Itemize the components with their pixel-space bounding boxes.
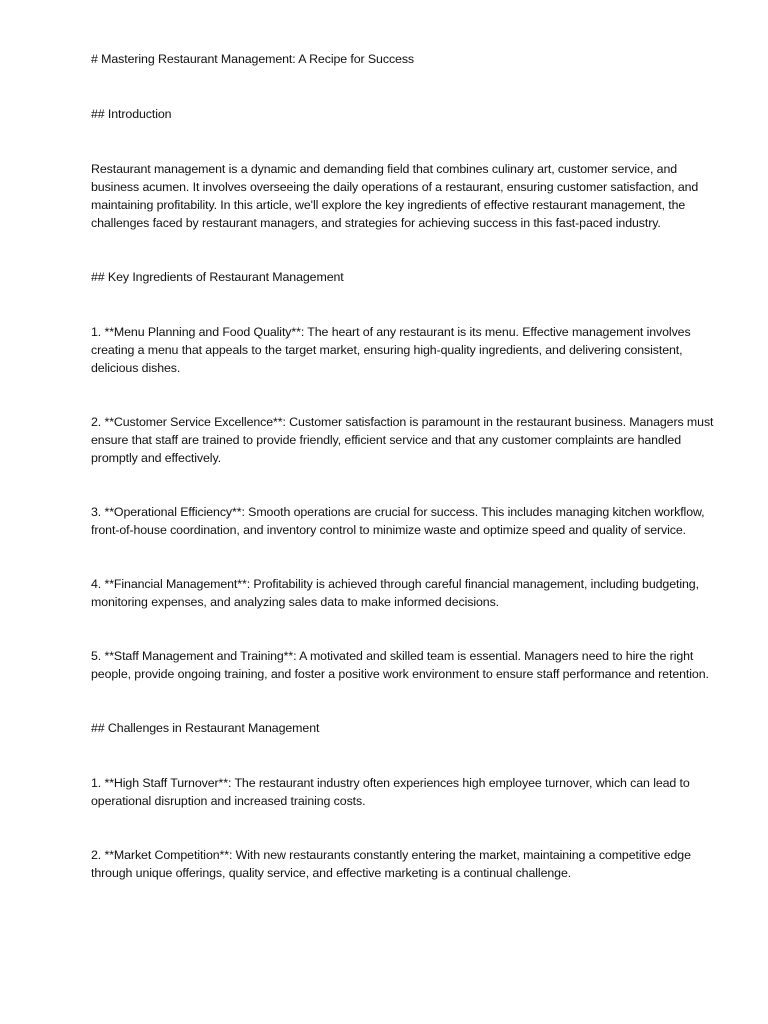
list-item-menu-planning: 1. **Menu Planning and Food Quality**: The heart of any restaurant is its menu. Effective management involves creating a menu that appeals to the target market, ensuring high-quality ingredients, and delivering consistent, delicious dishes.	[91, 325, 691, 375]
document-title: # Mastering Restaurant Management: A Recipe for Success	[91, 52, 415, 66]
list-item-staff-turnover: 1. **High Staff Turnover**: The restaurant industry often experiences high employee turnover, which can lead to operational disruption and increased training costs.	[91, 776, 690, 808]
list-item-financial-management: 4. **Financial Management**: Profitability is achieved through careful financial management, including budgeting, monitoring expenses, and analyzing sales data to make informed decisions.	[91, 577, 699, 609]
intro-paragraph: Restaurant management is a dynamic and demanding field that combines culinary art, customer service, and business acumen. It involves overseeing the daily operations of a restaurant, ensuring customer satisfaction, and maintaining profitability. In this article, we'll explore the key ingredients of effective restaurant management, the challenges faced by restaurant managers, and strategies for achieving success in this fast-paced industry.	[91, 162, 699, 230]
list-item-staff-management: 5. **Staff Management and Training**: A motivated and skilled team is essential. Managers need to hire the right people, provide ongoing training, and foster a positive work environment to ensure staff performance and retention.	[91, 649, 709, 681]
list-item-customer-service: 2. **Customer Service Excellence**: Customer satisfaction is paramount in the restaurant business. Managers must ensure that staff are trained to provide friendly, efficient service and that any customer complaints are handled promptly and effectively.	[91, 415, 714, 465]
section-heading-challenges: ## Challenges in Restaurant Management	[91, 721, 320, 735]
document-page	[91, 50, 716, 882]
section-heading-introduction: ## Introduction	[91, 107, 172, 121]
section-heading-key-ingredients: ## Key Ingredients of Restaurant Management	[91, 270, 344, 284]
list-item-operational-efficiency: 3. **Operational Efficiency**: Smooth operations are crucial for success. This includes managing kitchen workflow, front-of-house coordination, and inventory control to minimize waste and optimize speed and quality of service.	[91, 505, 705, 537]
list-item-market-competition: 2. **Market Competition**: With new restaurants constantly entering the market, maintaining a competitive edge through unique offerings, quality service, and effective marketing is a continual challenge.	[91, 848, 691, 880]
